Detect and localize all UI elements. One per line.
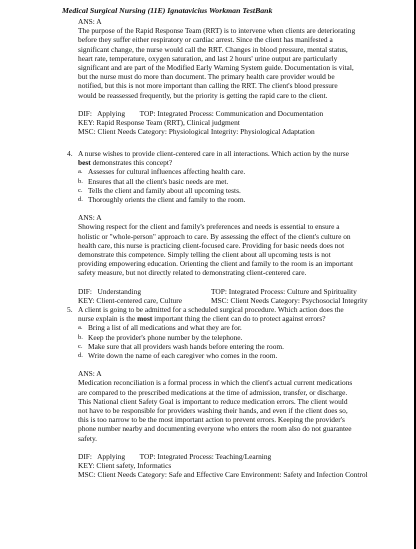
question-5: 5. A client is going to be admitted for a scheduled surgical procedure. Which action does the nurse explain is the most important thing the client can do to protect against errors? a. Bring a list of all medications and what they are for. b. Keep the provider's phone number by the telephone. c. Make sure that all providers wash hands before entering the room. d. Write down the name of each caregiver who comes in the room. ANS: A Medication reconciliation is a formal process in which the client's actual current medications are compared to the prescribed medications at the time of admission, transfer, or discharge. This National client Safety Goal is important to reduce medication errors. The client would not have to be responsible for providers washing their hands, and even if the client does so, this is too narrow to be the most important action to prevent errors. Keeping the provider's phone number nearby and documenting everyone who enters the room also do not guarantee safety. DIF: Applying TOP: Integrated Process: Teaching/Learning KEY: Client safety, Informatics MSC: Client Needs Category: Safe and Effective Care Environment: Safety and Infection Control [67,305,372,479]
option-c: c. Tells the client and family about all upcoming tests. [78,185,241,195]
rationale: The purpose of the Rapid Response Team (RRT) is to intervene when clients are deteriorating before they suffer either respiratory or cardiac arrest. Since the client has manifested a significant change, the nurse would call the RRT. Changes in blood pressure, mental status, heart rate, temperature, oxygen saturation, and last 2 hours' urine output are particularly significant and are part of the Modified Early Warning System guide. Documentation is vital, but the nurse must do more than document. The primary health care provider would be notified, but this is not more important than calling the RRT. The client's blood pressure would be reassessed frequently, but the priority is getting the rapid care to the client. [78,26,356,100]
q3-msc: MSC: Client Needs Category: Physiological Integrity: Physiological Adaptation [78,127,315,137]
q3-key: KEY: Rapid Response Team (RRT), Clinical judgment [78,118,240,128]
q4-key-msc: KEY: Client-centered care, Culture MSC: Client Needs Category: Psychosocial Integrity [78,295,368,305]
q3-answer-block [78,17,370,136]
option-b: b. Keep the provider's phone number by the telephone. [78,332,243,342]
option-b: b. Ensures that all the client's basic needs are met. [78,176,229,186]
question-stem: A client is going to be admitted for a scheduled surgical procedure. Which action does the [78,305,344,314]
q5-key: KEY: Client safety, Informatics [78,461,172,471]
option-c: c. Make sure that all providers wash hands before entering the room. [78,341,284,351]
q3-dif-top: DIF: Applying TOP: Integrated Process: Communication and Documentation [78,108,324,118]
rationale: Medication reconciliation is a formal process in which the client's actual current medications are compared to the prescribed medications at the time of admission, transfer, or discharge. This National client Safety Goal is important to reduce medication errors. The client would not have to be responsible for providers washing their hands, and even if the client does so, this is too narrow to be the most important action to prevent errors. Keeping the provider's phone number nearby and documenting everyone who enters the room also do not guarantee safety. [78,378,353,443]
q5-msc: MSC: Client Needs Category: Safe and Effective Care Environment: Safety and Infection Control [78,470,368,480]
question-number: 5. [67,305,73,314]
answer-key: ANS: A [78,17,102,26]
emphasis-word: most [137,314,153,324]
page-header: Medical Surgical Nursing (11E) Ignatavicius Workman TestBank [62,6,273,15]
emphasis-word: best [78,158,91,168]
question-number: 4. [67,149,73,158]
question-stem: A nurse wishes to provide client-centered care in all interactions. Which action by the nurse [78,149,349,158]
option-a: a. Assesses for cultural influences affecting health care. [78,167,246,177]
rationale: Showing respect for the client and family's preferences and needs is essential to ensure a holistic or "whole-person" approach to care. By assessing the effect of the client's culture on health care, this nurse is practicing client-focused care. Providing for basic needs does not demonstrate this competence. Simply telling the client about all upcoming tests is not providing empowering education. Orienting the client and family to the room is an important safety measure, but not directly related to demonstrating client-centered care. [78,222,354,278]
option-d: d. Thoroughly orients the client and family to the room. [78,195,246,205]
question-4: 4. A nurse wishes to provide client-centered care in all interactions. Which action by the nurse best demonstrates this concept? a. Assesses for cultural influences affecting health care. b. Ensures that all the client's basic needs are met. c. Tells the client and family about all upcoming tests. d. Thoroughly orients the client and family to the room. ANS: A Showing respect for the client and family's preferences and needs is essential to ensure a holistic or "whole-person" approach to care. By assessing the effect of the client's culture on health care, this nurse is practicing client-focused care. Providing for basic needs does not demonstrate this competence. Simply telling the client about all upcoming tests is not providing empowering education. Orienting the client and family to the room is an important safety measure, but not directly related to demonstrating client-centered care. DIF: Understanding TOP: Integrated Process: Culture and Spirituality KEY: Client-centered care, Culture MSC: Client Needs Category: Psychosocial Integrity [67,149,372,305]
answer-key: ANS: A [78,213,102,223]
option-a: a. Bring a list of all medications and what they are for. [78,323,242,333]
q5-dif-top: DIF: Applying TOP: Integrated Process: Teaching/Learning [78,451,272,461]
option-d: d. Write down the name of each caregiver who comes in the room. [78,351,278,361]
q4-dif-top: DIF: Understanding TOP: Integrated Process: Culture and Spirituality [78,286,357,296]
answer-key: ANS: A [78,369,102,379]
